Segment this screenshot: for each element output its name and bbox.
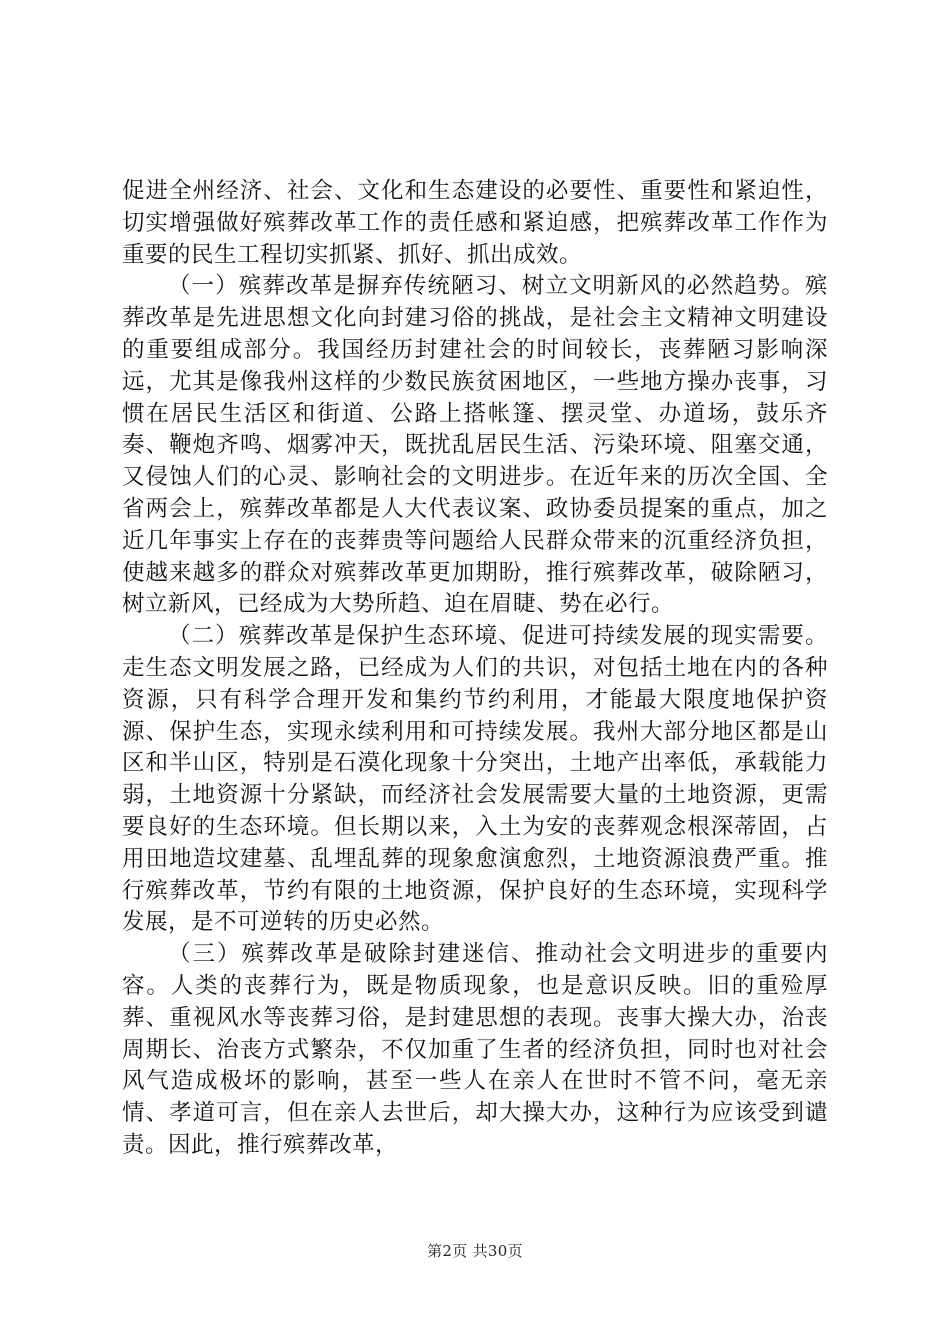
page-footer (0, 1240, 950, 1261)
paragraph-section-2: （二）殡葬改革是保护生态环境、促进可持续发展的现实需要。走生态文明发展之路，已经成为人们的共识，对包括土地在内的各种资源，只有科学合理开发和集约节约利用，才能最大限度地保护资源、保护生态，实现永续利用和可持续发展。我州大部分地区都是山区和半山区，特别是石漠化现象十分突出，土地产出率低，承载能力弱，土地资源十分紧缺，而经济社会发展需要大量的土地资源，更需要良好的生态环境。但长期以来，入土为安的丧葬观念根深蒂固，占用田地造坟建墓、乱埋乱葬的现象愈演愈烈，土地资源浪费严重。推行殡葬改革，节约有限的土地资源，保护良好的生态环境，实现科学发展，是不可逆转的历史必然。 (122, 623, 828, 936)
paragraph-section-1: （一）殡葬改革是摒弃传统陋习、树立文明新风的必然趋势。殡葬改革是先进思想文化向封建习俗的挑战，是社会主文精神文明建设的重要组成部分。我国经历封建社会的时间较长，丧葬陋习影响深远，尤其是像我州这样的少数民族贫困地区，一些地方操办丧事，习惯在居民生活区和街道、公路上搭帐篷、摆灵堂、办道场，鼓乐齐奏、鞭炮齐鸣、烟雾冲天，既扰乱居民生活、污染环境、阻塞交通，又侵蚀人们的心灵、影响社会的文明进步。在近年来的历次全国、全省两会上，殡葬改革都是人大代表议案、政协委员提案的重点，加之近几年事实上存在的丧葬贵等问题给人民群众带来的沉重经济负担，使越来越多的群众对殡葬改革更加期盼，推行殡葬改革，破除陋习，树立新风，已经成为大势所趋、迫在眉睫、势在必行。 (122, 273, 828, 618)
page-number-label: 第2页 共30页 (427, 1242, 523, 1260)
paragraph-section-3: （三）殡葬改革是破除封建迷信、推动社会文明进步的重要内容。人类的丧葬行为，既是物质现象，也是意识反映。旧的重殓厚葬、重视风水等丧葬习俗，是封建思想的表现。丧事大操大办，治丧周期长、治丧方式繁杂，不仅加重了生者的经济负担，同时也对社会风气造成极坏的影响，甚至一些人在亲人在世时不管不问，毫无亲情、孝道可言，但在亲人去世后，却大操大办，这种行为应该受到谴责。因此，推行殡葬改革， (122, 941, 828, 1158)
document-body (122, 176, 828, 1162)
paragraph-continuation: 促进全州经济、社会、文化和生态建设的必要性、重要性和紧迫性，切实增强做好殡葬改革工作的责任感和紧迫感，把殡葬改革工作作为重要的民生工程切实抓紧、抓好、抓出成效。 (122, 178, 828, 268)
